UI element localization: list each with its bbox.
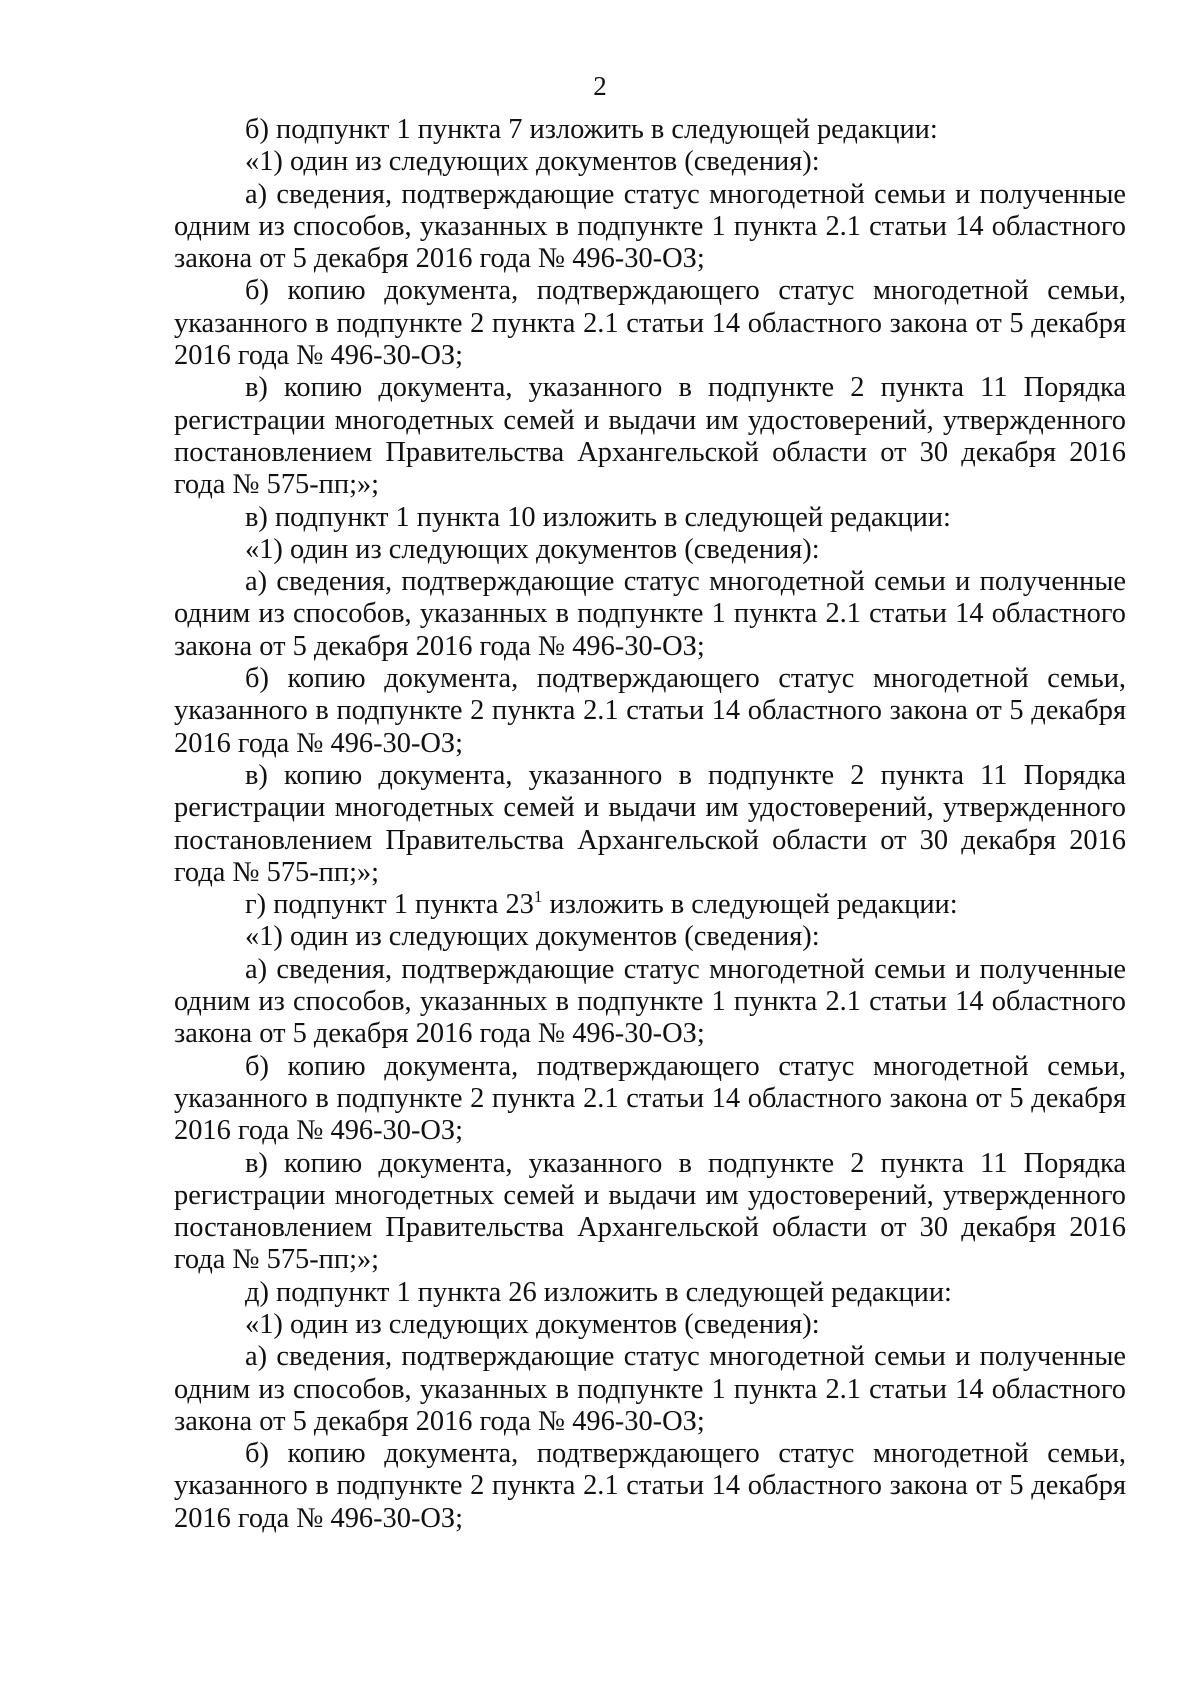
superscript-marker: 1	[533, 887, 543, 907]
paragraph-g-tail: изложить в следующей редакции:	[542, 889, 958, 921]
paragraph-g-item-23-1	[174, 889, 1126, 921]
paragraph-subitem-a: а) сведения, подтверждающие статус многодетной семьи и полученные одним из способов, указанных в подпункте 1 пункта 2.1 статьи 14 областного закона от 5 декабря 2016 года № 496-30-ОЗ;	[174, 953, 1126, 1050]
paragraph-g-lead: г) подпункт 1 пункта 23	[245, 889, 534, 921]
paragraph-list-intro: «1) один из следующих документов (сведения):	[245, 533, 820, 565]
paragraph-list-intro: «1) один из следующих документов (сведения):	[245, 921, 820, 953]
paragraph-subitem-b: б) копию документа, подтверждающего статус многодетной семьи, указанного в подпункте 2 пункта 2.1 статьи 14 областного закона от 5 декабря 2016 года № 496-30-ОЗ;	[174, 275, 1126, 372]
paragraph-subitem-b: б) копию документа, подтверждающего статус многодетной семьи, указанного в подпункте 2 пункта 2.1 статьи 14 областного закона от 5 декабря 2016 года № 496-30-ОЗ;	[174, 1050, 1126, 1147]
paragraph-list-intro: «1) один из следующих документов (сведения):	[245, 1308, 820, 1340]
paragraph-v-item-10: в) подпункт 1 пункта 10 изложить в следующей редакции:	[245, 501, 951, 533]
paragraph-d-item-26: д) подпункт 1 пункта 26 изложить в следующей редакции:	[245, 1276, 952, 1308]
page-number: 2	[593, 71, 607, 101]
paragraph-subitem-b: б) копию документа, подтверждающего статус многодетной семьи, указанного в подпункте 2 пункта 2.1 статьи 14 областного закона от 5 декабря 2016 года № 496-30-ОЗ;	[174, 1438, 1126, 1534]
paragraph-subitem-v: в) копию документа, указанного в подпункте 2 пункта 11 Порядка регистрации многодетных семей и выдачи им удостоверений, утвержденного постановлением Правительства Архангельской области от 30 декабря 2016 года № 575-пп;»;	[174, 1147, 1126, 1276]
paragraph-subitem-a: а) сведения, подтверждающие статус многодетной семьи и полученные одним из способов, указанных в подпункте 1 пункта 2.1 статьи 14 областного закона от 5 декабря 2016 года № 496-30-ОЗ;	[174, 1341, 1126, 1437]
paragraph-b-item-7: б) подпункт 1 пункта 7 изложить в следующей редакции:	[245, 114, 938, 145]
paragraph-list-intro: «1) один из следующих документов (сведения):	[245, 146, 820, 178]
paragraph-subitem-a: а) сведения, подтверждающие статус многодетной семьи и полученные одним из способов, указанных в подпункте 1 пункта 2.1 статьи 14 областного закона от 5 декабря 2016 года № 496-30-ОЗ;	[174, 178, 1126, 275]
document-body	[174, 114, 1126, 1535]
paragraph-subitem-v: в) копию документа, указанного в подпункте 2 пункта 11 Порядка регистрации многодетных семей и выдачи им удостоверений, утвержденного постановлением Правительства Архангельской области от 30 декабря 2016 года № 575-пп;»;	[174, 759, 1126, 888]
paragraph-subitem-b: б) копию документа, подтверждающего статус многодетной семьи, указанного в подпункте 2 пункта 2.1 статьи 14 областного закона от 5 декабря 2016 года № 496-30-ОЗ;	[174, 663, 1126, 759]
paragraph-subitem-a: а) сведения, подтверждающие статус многодетной семьи и полученные одним из способов, указанных в подпункте 1 пункта 2.1 статьи 14 областного закона от 5 декабря 2016 года № 496-30-ОЗ;	[174, 566, 1126, 662]
paragraph-subitem-v: в) копию документа, указанного в подпункте 2 пункта 11 Порядка регистрации многодетных семей и выдачи им удостоверений, утвержденного постановлением Правительства Архангельской области от 30 декабря 2016 года № 575-пп;»;	[174, 372, 1126, 501]
